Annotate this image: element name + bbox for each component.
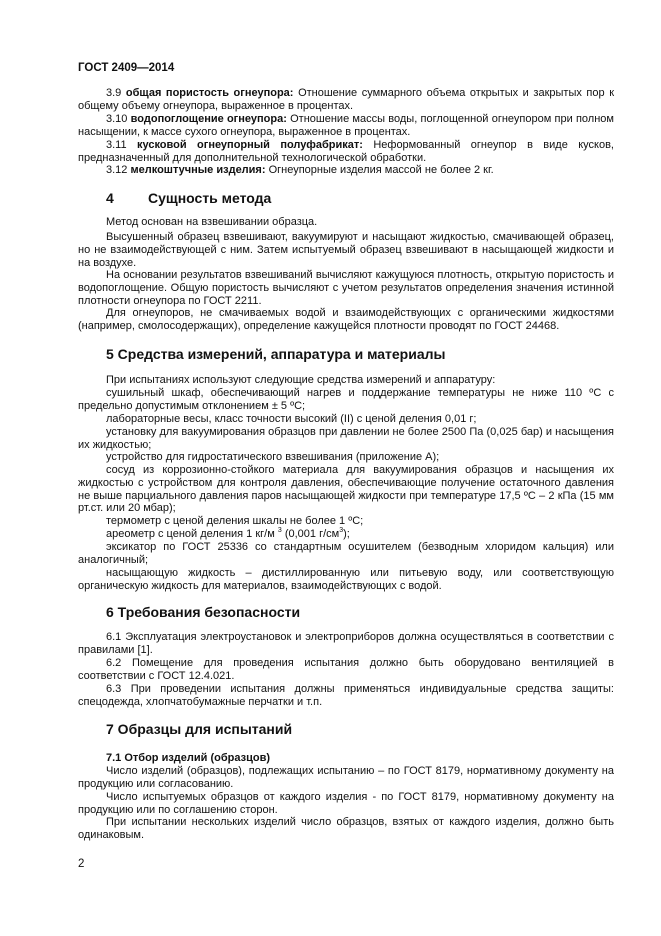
term-3-12: 3.12 мелкоштучные изделия: Огнеупорные изделия массой не более 2 кг.	[106, 164, 494, 176]
term-3-11: 3.11 кусковой огнеупорный полуфабрикат: Неформованный огнеупор в виде кусков, предназначенный для дополнительной технологической обработки.	[78, 139, 614, 164]
list-item: сушильный шкаф, обеспечивающий нагрев и поддержание температуры не ниже 110 ºС с предельно допустимым отклонением ± 5 ºС;	[78, 387, 614, 412]
list-item: устройство для гидростатического взвешивания (приложение А);	[106, 451, 440, 463]
paragraph: При испытаниях используют следующие средства измерений и аппаратуру:	[106, 374, 496, 386]
paragraph: 6.1 Эксплуатация электроустановок и электроприборов должна осуществляться в соответствии с правилами [1].	[78, 631, 614, 656]
section-4-heading: 4 Сущность метода	[106, 190, 272, 206]
paragraph: Число испытуемых образцов от каждого изделия - по ГОСТ 8179, нормативному документу на продукцию или по соглашению сторон.	[78, 791, 614, 816]
list-item: насыщающую жидкость – дистиллированную или питьевую воду, или соответствующую органическую жидкость для материалов, взаимодействующих с водой.	[78, 567, 614, 592]
paragraph: Высушенный образец взвешивают, вакуумируют и насыщают жидкостью, смачивающей образец, но не взаимодействующей с ним. Затем испытуемый образец взвешивают в насыщающей жидкости и на воздухе.	[78, 231, 614, 269]
paragraph: При испытании нескольких изделий число образцов, взятых от каждого изделия, должно быть одинаковым.	[78, 816, 614, 841]
list-item: эксикатор по ГОСТ 25336 со стандартным осушителем (безводным хлоридом кальция) или аналогичный;	[78, 541, 614, 566]
section-5-heading: 5 Средства измерений, аппаратура и материалы	[106, 346, 446, 362]
section-6-heading: 6 Требования безопасности	[106, 604, 301, 620]
subsection-7-1-heading: 7.1 Отбор изделий (образцов)	[106, 752, 271, 764]
term-3-9: 3.9 общая пористость огнеупора: Отношение суммарного объема открытых и закрытых пор к общему объему огнеупора, выраженное в процентах.	[78, 87, 615, 112]
paragraph: 6.2 Помещение для проведения испытания должно быть оборудовано вентиляцией в соответствии с ГОСТ 12.4.021.	[78, 657, 614, 682]
section-7-heading: 7 Образцы для испытаний	[106, 721, 293, 737]
paragraph: Метод основан на взвешивании образца.	[106, 216, 318, 228]
paragraph: 6.3 При проведении испытания должны применяться индивидуальные средства защиты: спецодежда, хлопчатобумажные перчатки и т.п.	[78, 683, 614, 708]
page-number: 2	[78, 858, 85, 870]
list-item: установку для вакуумирования образцов при давлении не более 2500 Па (0,025 бар) и насыщения их жидкостью;	[78, 426, 614, 451]
document-header: ГОСТ 2409—2014	[78, 62, 175, 74]
list-item: термометр с ценой деления шкалы не более 1 ºС;	[106, 515, 364, 527]
list-item: лабораторные весы, класс точности высокий (II) с ценой деления 0,01 г;	[106, 413, 477, 425]
list-item-areometer: ареометр с ценой деления 1 кг/м $^3$ (0,001 $г/см^3$);	[106, 527, 350, 540]
paragraph: Число изделий (образцов), подлежащих испытанию – по ГОСТ 8179, нормативному документу на продукцию или согласованию.	[78, 765, 614, 790]
term-3-10: 3.10 водопоглощение огнеупора: Отношение массы воды, поглощенной огнеупором при полном насыщении, к массе сухого огнеупора, выраженное в процентах.	[78, 113, 614, 138]
paragraph: На основании результатов взвешиваний вычисляют кажущуюся плотность, открытую пористость и водопоглощение. Общую пористость вычисляют с учетом результатов определения значения истинной плотности огнеупора по ГОСТ 2211.	[78, 269, 614, 307]
paragraph: Для огнеупоров, не смачиваемых водой и взаимодействующих с органическими жидкостями (например, смолосодержащих), определение кажущейся плотности проводят по ГОСТ 24468.	[78, 307, 614, 332]
list-item: сосуд из коррозионно-стойкого материала для вакуумирования образцов и насыщения их жидкостью с устройством для контроля давления, обеспечивающие получение остаточного давления не выше парциального давления паров насыщающей жидкости при температуре 17,5 ºС – 2 кПа (15 мм рт.ст. или 20 мбар);	[78, 464, 614, 515]
